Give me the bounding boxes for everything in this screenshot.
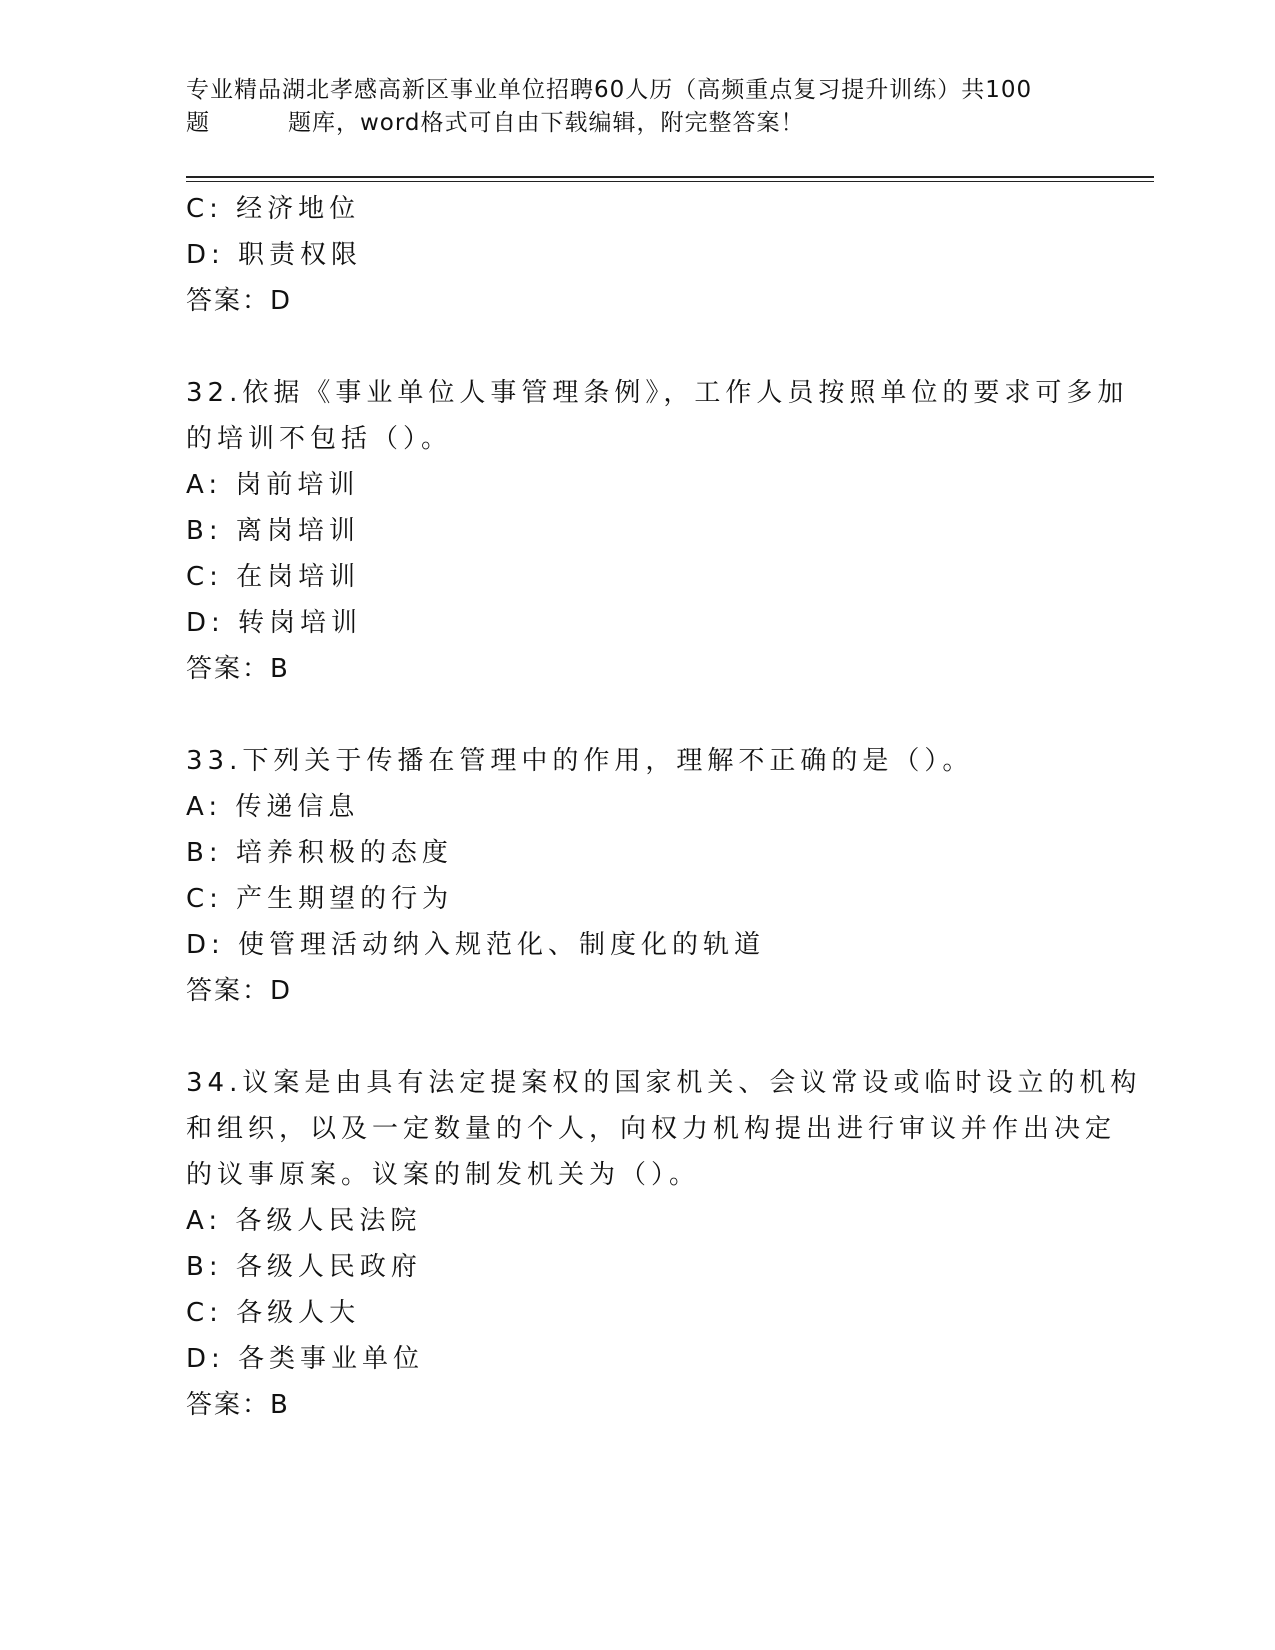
option-b: B: 各级人民政府 — [186, 1252, 422, 1282]
question-31-continuation — [186, 186, 1086, 324]
header-title-line-2-right: 题库，word格式可自由下载编辑，附完整答案！ — [288, 110, 805, 136]
question-content — [186, 186, 1142, 1428]
option-d: D: 各类事业单位 — [186, 1344, 425, 1374]
option-d: D: 职责权限 — [186, 240, 363, 270]
header-divider-thin — [186, 181, 1154, 182]
question-stem-line: 和组织，以及一定数量的个人，向权力机构提出进行审议并作出决定 — [186, 1114, 1117, 1144]
answer-line: 答案：B — [186, 1390, 290, 1420]
option-a: A: 各级人民法院 — [186, 1206, 422, 1236]
question-stem-line: 32.依据《事业单位人事管理条例》，工作人员按照单位的要求可多加 — [186, 378, 1129, 408]
answer-line: 答案：D — [186, 286, 293, 316]
option-b: B: 离岗培训 — [186, 516, 360, 546]
header-title-line-1: 专业精品湖北孝感高新区事业单位招聘60人历（高频重点复习提升训练）共100 — [186, 77, 1033, 103]
question-34 — [186, 1060, 1142, 1428]
option-a: A: 岗前培训 — [186, 470, 360, 500]
option-d: D: 使管理活动纳入规范化、制度化的轨道 — [186, 930, 766, 960]
option-b: B: 培养积极的态度 — [186, 838, 453, 868]
header-divider-thick — [186, 176, 1154, 178]
question-stem-line: 33.下列关于传播在管理中的作用，理解不正确的是（）。 — [186, 746, 974, 776]
header-title-line-2 — [186, 107, 1066, 140]
question-stem-line: 34.议案是由具有法定提案权的国家机关、会议常设或临时设立的机构 — [186, 1068, 1142, 1098]
option-c: C: 经济地位 — [186, 194, 361, 224]
header-title-line-2-left: 题 — [186, 110, 210, 136]
answer-line: 答案：B — [186, 654, 290, 684]
question-stem-line: 的议事原案。议案的制发机关为（）。 — [186, 1160, 701, 1190]
question-32 — [186, 370, 1129, 692]
option-a: A: 传递信息 — [186, 792, 360, 822]
page-header — [186, 74, 1066, 140]
option-c: C: 在岗培训 — [186, 562, 361, 592]
question-stem-line: 的培训不包括（）。 — [186, 424, 453, 454]
question-33 — [186, 738, 1086, 1014]
option-c: C: 各级人大 — [186, 1298, 361, 1328]
option-c: C: 产生期望的行为 — [186, 884, 454, 914]
option-d: D: 转岗培训 — [186, 608, 363, 638]
answer-line: 答案：D — [186, 976, 293, 1006]
